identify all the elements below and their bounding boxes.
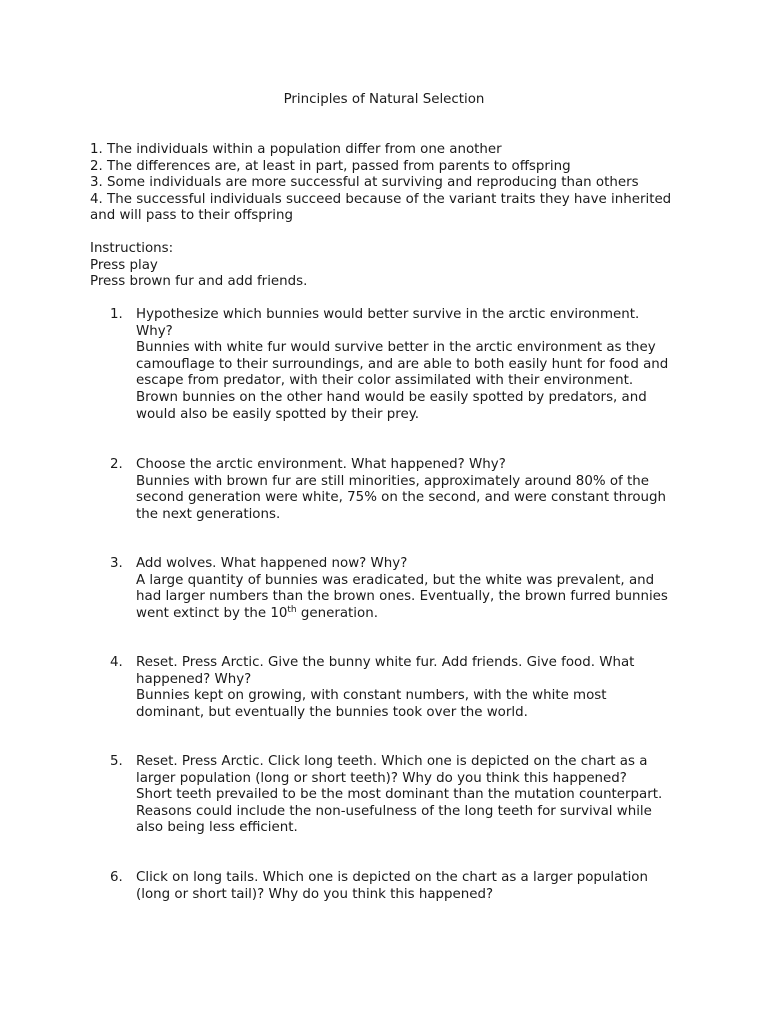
question-text: Reset. Press Arctic. Click long teeth. Which one is depicted on the chart as a larger population (long or short teeth)? Why do you think this happened? [136, 754, 648, 786]
question-text: Choose the arctic environment. What happened? Why? [136, 457, 506, 472]
question-item-3 [110, 556, 670, 622]
instructions-heading: Instructions: [90, 241, 174, 256]
question-number: 1. [110, 307, 123, 322]
question-text: Hypothesize which bunnies would better survive in the arctic environment. Why? [136, 307, 640, 339]
instructions-block [90, 241, 690, 291]
principle-item: 2. The differences are, at least in part, passed from parents to offspring [90, 158, 571, 174]
question-text: Reset. Press Arctic. Give the bunny white fur. Add friends. Give food. What happened? Why? [136, 655, 635, 687]
question-item-2 [110, 457, 670, 523]
answer-text: Bunnies with white fur would survive better in the arctic environment as they camouflage to their surroundings, and are able to both easily hunt for food and escape from predator, with their color assimilated with their environment. Brown bunnies on the other hand would be easily spotted by predators, and would also be easily spotted by their prey. [136, 340, 669, 422]
instruction-line: Press brown fur and add friends. [90, 274, 308, 290]
instruction-line: Press play [90, 257, 158, 273]
question-item-1 [110, 307, 670, 423]
principle-item: 1. The individuals within a population differ from one another [90, 142, 502, 157]
answer-text [136, 573, 670, 623]
principles-list [90, 142, 690, 225]
question-item-4 [110, 655, 670, 721]
answer-text: Short teeth prevailed to be the most dominant than the mutation counterpart. Reasons could include the non-usefulness of the long teeth for survival while also being less efficient. [136, 787, 663, 836]
principle-item: 4. The successful individuals succeed because of the variant traits they have inherited and will pass to their offspring [90, 191, 672, 224]
question-text: Add wolves. What happened now? Why? [136, 556, 408, 571]
ordinal-suffix: th [287, 604, 297, 615]
question-number: 5. [110, 754, 123, 769]
question-number: 4. [110, 655, 123, 670]
question-number: 2. [110, 457, 123, 472]
question-item-5 [110, 754, 670, 837]
answer-text-part: generation. [296, 605, 378, 621]
answer-text-part: A large quantity of bunnies was eradicated, but the white was prevalent, and had larger numbers than the brown ones. Eventually, the brown furred bunnies went extinct by the 10 [136, 572, 668, 621]
document-title: Principles of Natural Selection [283, 92, 485, 107]
principle-item: 3. Some individuals are more successful at surviving and reproducing than others [90, 175, 639, 191]
answer-text: Bunnies with brown fur are still minorities, approximately around 80% of the second generation were white, 75% on the second, and were constant through the next generations. [136, 473, 667, 522]
question-item-6 [110, 870, 670, 903]
question-text: Click on long tails. Which one is depicted on the chart as a larger population (long or short tail)? Why do you think this happened? [136, 870, 648, 902]
question-number: 6. [110, 870, 123, 885]
answer-text: Bunnies kept on growing, with constant numbers, with the white most dominant, but eventually the bunnies took over the world. [136, 688, 607, 720]
question-number: 3. [110, 556, 123, 571]
